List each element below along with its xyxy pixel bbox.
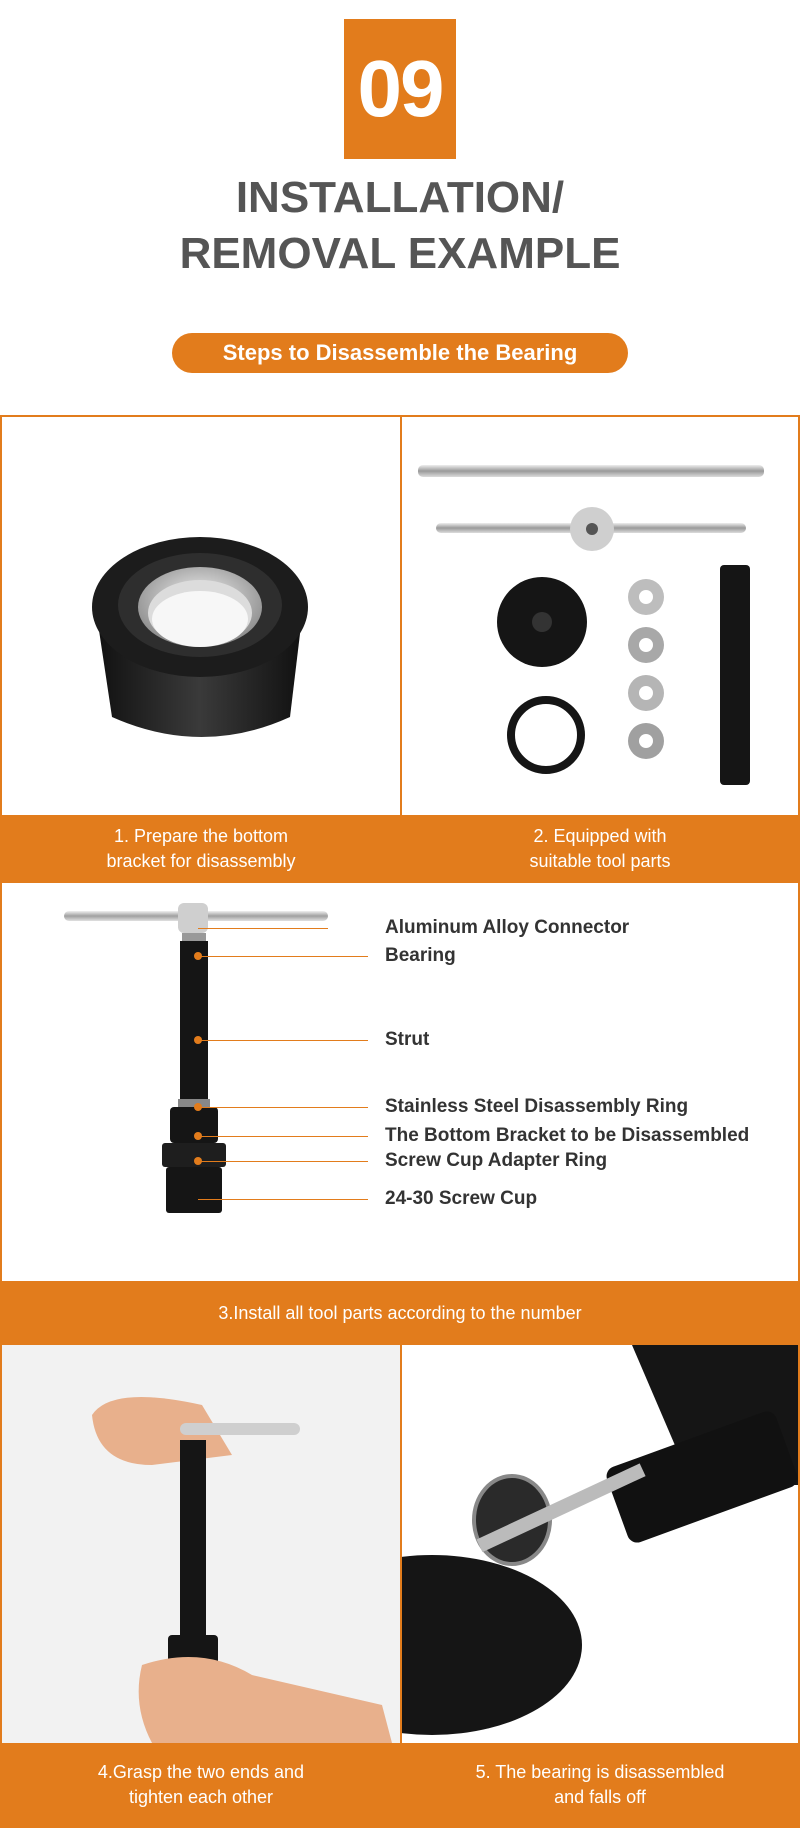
step3-caption-text: 3.Install all tool parts according to the number (218, 1302, 582, 1323)
label-aluminum-alloy-connector: Aluminum Alloy Connector (385, 917, 630, 938)
step4-photo (2, 1345, 400, 1743)
steps-grid (0, 415, 800, 1828)
callout-dot (194, 1036, 202, 1044)
label-stainless-steel-ring: Stainless Steel Disassembly Ring (385, 1096, 689, 1117)
step1-caption (2, 815, 400, 883)
step2-caption (402, 815, 798, 883)
step1-caption-text: 1. Prepare the bottom bracket for disassembly (106, 826, 296, 871)
step5-photo (402, 1345, 798, 1743)
tool-parts-image (402, 417, 798, 815)
hands-tightening-image (2, 1345, 400, 1743)
label-bottom-bracket: The Bottom Bracket to be Disassembled (385, 1125, 750, 1146)
leader-line (198, 1136, 368, 1137)
step3-photo (2, 883, 798, 1281)
leader-line (198, 1107, 368, 1108)
step1-photo (2, 417, 400, 815)
bottom-bracket-image (2, 417, 400, 815)
page-title-line-2: REMOVAL EXAMPLE (179, 229, 621, 278)
leader-line (198, 1161, 368, 1162)
callout-dot (194, 952, 202, 960)
bearing-falls-off-image (402, 1345, 798, 1743)
step4-caption-text: 4.Grasp the two ends and tighten each other (97, 1761, 305, 1807)
step5-caption (402, 1743, 798, 1826)
step2-photo (402, 417, 798, 815)
section-pill: Steps to Disassemble the Bearing (172, 333, 628, 373)
label-screw-cup-adapter-ring: Screw Cup Adapter Ring (385, 1150, 608, 1171)
step4-caption (2, 1743, 400, 1826)
page-title-line-1: INSTALLATION/ (235, 173, 565, 222)
callout-dot (194, 1157, 202, 1165)
label-24-30-screw-cup: 24-30 Screw Cup (385, 1188, 538, 1209)
label-bearing: Bearing (385, 945, 456, 966)
leader-line (198, 928, 328, 929)
section-number-badge: 09 (344, 19, 456, 159)
step3-caption (2, 1281, 798, 1345)
page-title (0, 170, 800, 282)
assembled-tool-image (2, 883, 382, 1281)
step2-caption-text: 2. Equipped with suitable tool parts (529, 826, 671, 871)
callout-dot (194, 1103, 202, 1111)
leader-line (198, 1040, 368, 1041)
callout-dot (194, 1132, 202, 1140)
step5-caption-text: 5. The bearing is disassembled and falls off (475, 1761, 725, 1807)
leader-line (198, 956, 368, 957)
label-strut: Strut (385, 1029, 430, 1050)
leader-line (198, 1199, 368, 1200)
